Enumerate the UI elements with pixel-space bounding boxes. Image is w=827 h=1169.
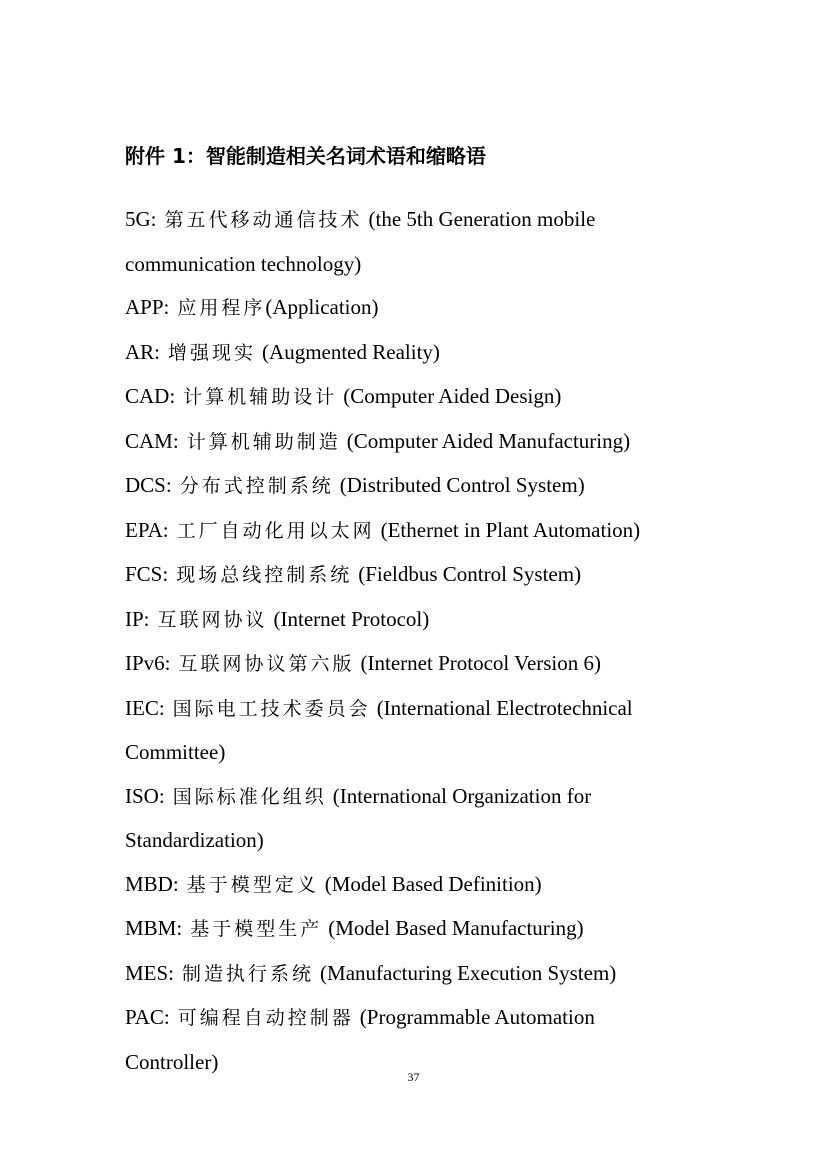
term-english-name-continued: Committee) [125,740,226,764]
term-abbreviation: MES: [125,960,175,985]
term-chinese-name: 计算机辅助设计 [183,386,338,408]
term-english-name: (Fieldbus Control System) [358,562,582,586]
term-abbreviation: PAC: [125,1005,170,1029]
term-abbreviation: MBD: [125,871,179,896]
term-chinese-name: 国际电工技术委员会 [172,697,371,720]
term-chinese-name: 互联网协议 [157,608,268,631]
term-abbreviation: EPA: [125,517,169,542]
term-english-name: (International Organization for [332,783,592,808]
document-title: 附件 1：智能制造相关名词术语和缩略语 [125,144,486,168]
term-english-name-continued: Controller) [125,1049,219,1074]
glossary-entry-ipv6 [125,642,765,687]
glossary-entry-cam [125,420,765,465]
term-abbreviation: DCS: [125,473,172,497]
term-chinese-name: 应用程序 [177,297,266,319]
term-chinese-name: 可编程自动控制器 [177,1007,354,1029]
glossary-entry-iso [125,775,765,820]
term-chinese-name: 互联网协议第六版 [178,653,355,675]
term-abbreviation: CAM: [125,428,179,453]
term-english-name-continued: communication technology) [125,251,362,276]
term-chinese-name: 基于模型生产 [190,918,323,940]
glossary-entry-cad [125,375,765,420]
term-abbreviation: ISO: [125,783,165,808]
term-english-name: (Distributed Control System) [339,473,585,497]
glossary-entry-app [125,286,765,331]
glossary-entry-mes [125,952,765,997]
term-english-name: (Internet Protocol Version 6) [360,651,602,675]
glossary-entry-fcs [125,553,765,598]
glossary-entry-iec-continued [125,731,765,775]
term-abbreviation: FCS: [125,562,169,586]
term-english-name-continued: Standardization) [125,828,264,852]
glossary-entry-epa [125,509,765,554]
term-abbreviation: MBM: [125,916,183,940]
term-chinese-name: 第五代移动通信技术 [164,209,363,231]
term-chinese-name: 基于模型定义 [186,873,319,896]
term-chinese-name: 分布式控制系统 [179,475,334,497]
term-english-name: (the 5th Generation mobile [368,207,596,231]
term-english-name: (Internet Protocol) [273,606,430,631]
page-number: 37 [407,1070,420,1084]
term-english-name: (Computer Aided Design) [343,384,562,408]
term-abbreviation: CAD: [125,384,176,408]
glossary-entry-dcs [125,464,765,509]
term-english-name: (Model Based Definition) [324,871,542,896]
term-english-name: (Programmable Automation [359,1005,595,1029]
term-abbreviation: APP: [125,295,170,319]
term-abbreviation: IP: [125,606,150,631]
term-chinese-name: 现场总线控制系统 [176,564,353,586]
term-chinese-name: 国际标准化组织 [172,785,327,808]
glossary-entry-mbd [125,863,765,908]
term-chinese-name: 增强现实 [168,341,257,364]
term-english-name: (Ethernet in Plant Automation) [380,517,641,542]
glossary-entry-iec [125,687,765,732]
term-english-name: (International Electrotechnical [376,695,633,720]
term-english-name: (Model Based Manufacturing) [328,916,584,940]
glossary-list [125,198,765,1084]
term-english-name: (Computer Aided Manufacturing) [346,428,631,453]
glossary-entry-ip [125,598,765,643]
term-chinese-name: 计算机辅助制造 [186,430,341,453]
glossary-entry-pac [125,996,765,1041]
term-english-name: (Application) [265,295,379,319]
term-abbreviation: IEC: [125,695,165,720]
term-chinese-name: 工厂自动化用以太网 [176,519,375,542]
term-abbreviation: AR: [125,339,161,364]
glossary-entry-5g-continued [125,243,765,287]
glossary-entry-iso-continued [125,819,765,863]
term-chinese-name: 制造执行系统 [182,962,315,985]
glossary-entry-5g [125,198,765,243]
term-english-name: (Augmented Reality) [262,339,440,364]
glossary-entry-mbm [125,907,765,952]
term-english-name: (Manufacturing Execution System) [320,960,617,985]
glossary-entry-ar [125,331,765,376]
term-abbreviation: 5G: [125,207,157,231]
term-abbreviation: IPv6: [125,651,171,675]
